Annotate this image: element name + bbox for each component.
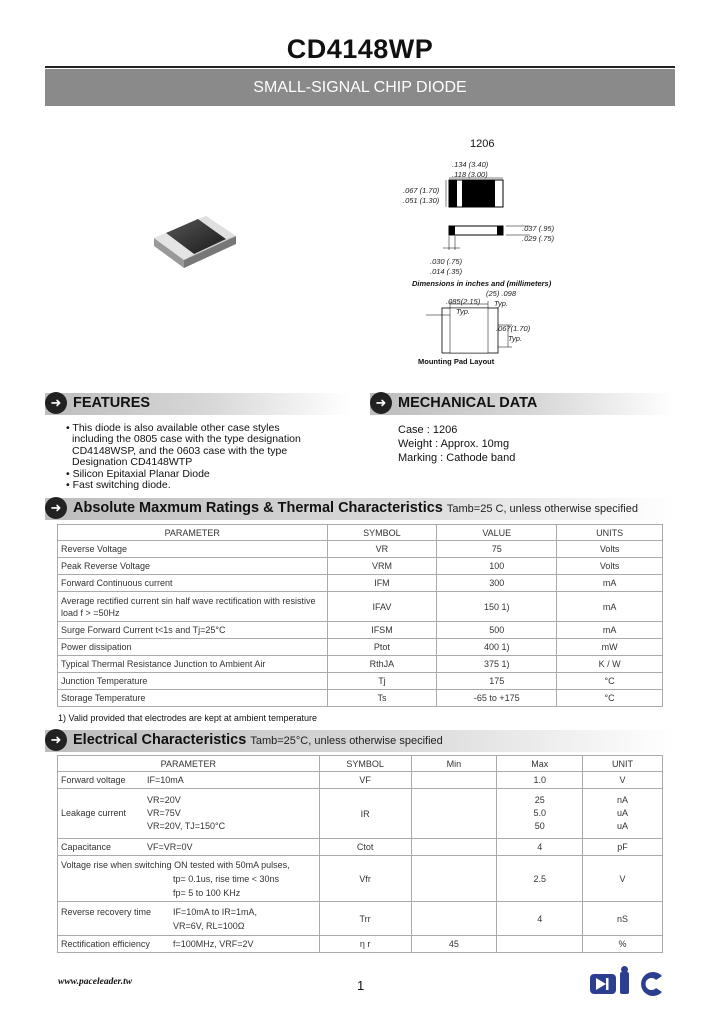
param-cell: Storage Temperature [58, 690, 328, 707]
symbol-cell: IFM [327, 575, 437, 592]
pad-top-dim: (25) .098 [486, 289, 517, 298]
value-cell: 375 1) [437, 656, 557, 673]
param-cell: Average rectified current sin half wave rectification with resistive load f > =50Hz [58, 592, 328, 622]
value-cell: 300 [437, 575, 557, 592]
pad-top-typ: Typ. [494, 299, 509, 308]
units-cell: mA [557, 622, 663, 639]
arrow-right-icon: ➜ [45, 729, 67, 751]
symbol-cell: η r [319, 936, 411, 953]
param-cell [58, 789, 320, 839]
param-condition: VR=20V [147, 795, 181, 805]
table-row [58, 558, 663, 575]
header-parameter: PARAMETER [58, 525, 328, 541]
list-item: Case : 1206 [398, 424, 458, 436]
table-row [58, 592, 663, 622]
header-symbol: SYMBOL [327, 525, 437, 541]
subtitle-banner: SMALL-SIGNAL CHIP DIODE [45, 69, 675, 106]
title-divider [45, 66, 675, 68]
param-cell: Surge Forward Current t<1s and Tj=25°C [58, 622, 328, 639]
electrical-table [57, 755, 663, 953]
pad-right-dim: .067(1.70) [496, 324, 531, 333]
symbol-cell: Ptot [327, 639, 437, 656]
dimension-caption: Dimensions in inches and (millimeters) [412, 279, 552, 288]
ratings-note: Tamb=25 C, unless otherwise specified [446, 503, 638, 515]
table-row [58, 936, 663, 953]
table-row [58, 541, 663, 558]
list-item: • This diode is also available other case styles [66, 422, 280, 434]
chip-diode-photo [150, 208, 240, 283]
value-cell: 150 1) [437, 592, 557, 622]
unit-cell: pF [583, 839, 663, 856]
max-cell: 1.0 [497, 772, 583, 789]
ratings-heading [73, 500, 638, 516]
value-cell: 400 1) [437, 639, 557, 656]
param-cell: Forward Continuous current [58, 575, 328, 592]
symbol-cell: Vfr [319, 856, 411, 902]
electrical-note: Tamb=25°C, unless otherwise specified [250, 735, 443, 747]
list-item: Designation CD4148WTP [72, 456, 193, 469]
param-condition: VR=6V, RL=100Ω [173, 920, 245, 931]
param-label: Rectification efficiency [61, 939, 150, 949]
param-condition: VR=75V [147, 808, 181, 818]
param-condition: IF=10mA to IR=1mA, [173, 906, 258, 917]
ratings-header [45, 498, 675, 520]
max-cell [497, 789, 583, 839]
page-number: 1 [357, 978, 365, 993]
symbol-cell: IFAV [327, 592, 437, 622]
header-symbol: SYMBOL [319, 756, 411, 772]
list-item: including the 0805 case with the type designation [72, 433, 301, 446]
unit-value: nA [617, 795, 629, 805]
ratings-title: Absolute Maxmum Ratings & Thermal Characteristics [73, 500, 443, 516]
units-cell: mA [557, 575, 663, 592]
list-item: CD4148WSP, and the 0603 case with the type [72, 444, 288, 457]
max-value: 50 [534, 821, 545, 831]
table-row [58, 656, 663, 673]
min-cell [411, 789, 497, 839]
dim-length-max: .134 (3.40) [452, 160, 489, 169]
max-value: 5.0 [533, 808, 546, 818]
min-cell [411, 856, 497, 902]
list-item: Weight : Approx. 10mg [398, 438, 510, 450]
symbol-cell: VRM [327, 558, 437, 575]
units-cell: °C [557, 690, 663, 707]
header-unit: UNIT [583, 756, 663, 772]
electrical-header [45, 730, 675, 752]
dim-thickness-min: .029 (.75) [522, 234, 555, 243]
list-item: Marking : Cathode band [398, 452, 516, 464]
units-cell: Volts [557, 558, 663, 575]
unit-cell: nS [583, 902, 663, 936]
features-header [45, 393, 350, 415]
header-min: Min [411, 756, 497, 772]
min-cell: 45 [411, 936, 497, 953]
electrical-heading [73, 732, 443, 748]
max-value: 25 [534, 795, 545, 805]
table-row [58, 575, 663, 592]
ratings-table [57, 524, 663, 707]
symbol-cell: IR [319, 789, 411, 839]
pad-left-typ: Typ. [456, 307, 471, 316]
param-condition: f=100MHz, VRF=2V [173, 939, 254, 949]
min-cell [411, 902, 497, 936]
symbol-cell: IFSM [327, 622, 437, 639]
param-cell: Peak Reverse Voltage [58, 558, 328, 575]
symbol-cell: Tj [327, 673, 437, 690]
dim-height-min: .051 (1.30) [403, 196, 440, 205]
header-max: Max [497, 756, 583, 772]
param-cell: Typical Thermal Resistance Junction to Ambient Air [58, 656, 328, 673]
param-label: Voltage rise when switching ON tested with 50mA pulses, [61, 859, 290, 870]
unit-cell: V [583, 772, 663, 789]
param-cell: Reverse Voltage [58, 541, 328, 558]
max-cell [497, 936, 583, 953]
units-cell: K / W [557, 656, 663, 673]
param-cell [58, 839, 320, 856]
param-condition: tp= 0.1us, rise time < 30ns [173, 873, 280, 884]
dim-band-min: .014 (.35) [430, 267, 463, 276]
unit-value: uA [617, 821, 629, 831]
dim-height-max: .067 (1.70) [403, 186, 440, 195]
page-title: CD4148WP [286, 34, 434, 64]
param-condition: VF=VR=0V [147, 842, 193, 852]
list-item: • Fast switching diode. [66, 479, 171, 492]
dim-length-min: .118 (3.00) [452, 170, 488, 179]
dim-thickness-max: .037 (.95) [522, 224, 555, 233]
param-label: Reverse recovery time [61, 906, 152, 917]
ratings-footnote: 1) Valid provided that electrodes are kept at ambient temperature [58, 713, 317, 723]
param-cell [58, 936, 320, 953]
symbol-cell: VR [327, 541, 437, 558]
mechanical-title: MECHANICAL DATA [398, 395, 538, 411]
mechanical-header [370, 393, 675, 415]
min-cell [411, 772, 497, 789]
min-cell [411, 839, 497, 856]
table-row [58, 856, 663, 902]
param-condition: VR=20V, TJ=150°C [147, 821, 226, 831]
param-condition: IF=10mA [147, 775, 184, 785]
pad-right-typ: Typ. [508, 334, 523, 343]
param-label: Forward voltage [61, 775, 126, 785]
unit-cell: % [583, 936, 663, 953]
table-row [58, 673, 663, 690]
param-cell: Junction Temperature [58, 673, 328, 690]
unit-cell [583, 789, 663, 839]
mechanical-list [398, 423, 515, 465]
table-row [58, 622, 663, 639]
package-name: 1206 [470, 138, 495, 150]
website-link[interactable]: www.paceleader.tw [58, 977, 133, 987]
units-cell: mW [557, 639, 663, 656]
table-header-row [58, 525, 663, 541]
arrow-right-icon: ➜ [45, 392, 67, 414]
features-title: FEATURES [73, 395, 151, 411]
table-row [58, 839, 663, 856]
company-logo [588, 966, 668, 1005]
unit-value: uA [617, 808, 629, 818]
value-cell: -65 to +175 [437, 690, 557, 707]
header-units: UNITS [557, 525, 663, 541]
header-parameter: PARAMETER [58, 756, 320, 772]
arrow-right-icon: ➜ [370, 392, 392, 414]
param-condition: fp= 5 to 100 KHz [173, 887, 241, 898]
features-list [66, 423, 301, 491]
unit-cell: V [583, 856, 663, 902]
param-label: Capacitance [61, 842, 112, 852]
symbol-cell: RthJA [327, 656, 437, 673]
value-cell: 75 [437, 541, 557, 558]
symbol-cell: Trr [319, 902, 411, 936]
value-cell: 100 [437, 558, 557, 575]
arrow-right-icon: ➜ [45, 497, 67, 519]
param-cell: Power dissipation [58, 639, 328, 656]
pad-left-dim: .085(2.15) [446, 297, 481, 306]
dim-band-max: .030 (.75) [430, 257, 463, 266]
table-row [58, 772, 663, 789]
symbol-cell: Ts [327, 690, 437, 707]
value-cell: 175 [437, 673, 557, 690]
list-item: • Silicon Epitaxial Planar Diode [66, 467, 210, 480]
param-cell [58, 772, 320, 789]
header-value: VALUE [437, 525, 557, 541]
param-cell [58, 856, 320, 902]
max-cell: 4 [497, 839, 583, 856]
symbol-cell: VF [319, 772, 411, 789]
table-row [58, 690, 663, 707]
table-row [58, 902, 663, 936]
max-cell: 4 [497, 902, 583, 936]
param-cell [58, 902, 320, 936]
units-cell: Volts [557, 541, 663, 558]
mounting-pad-caption: Mounting Pad Layout [418, 357, 495, 366]
table-row [58, 789, 663, 839]
max-cell: 2.5 [497, 856, 583, 902]
units-cell: mA [557, 592, 663, 622]
table-header-row [58, 756, 663, 772]
value-cell: 500 [437, 622, 557, 639]
electrical-title: Electrical Characteristics [73, 732, 247, 748]
symbol-cell: Ctot [319, 839, 411, 856]
table-row [58, 639, 663, 656]
units-cell: °C [557, 673, 663, 690]
param-label: Leakage current [61, 808, 127, 818]
